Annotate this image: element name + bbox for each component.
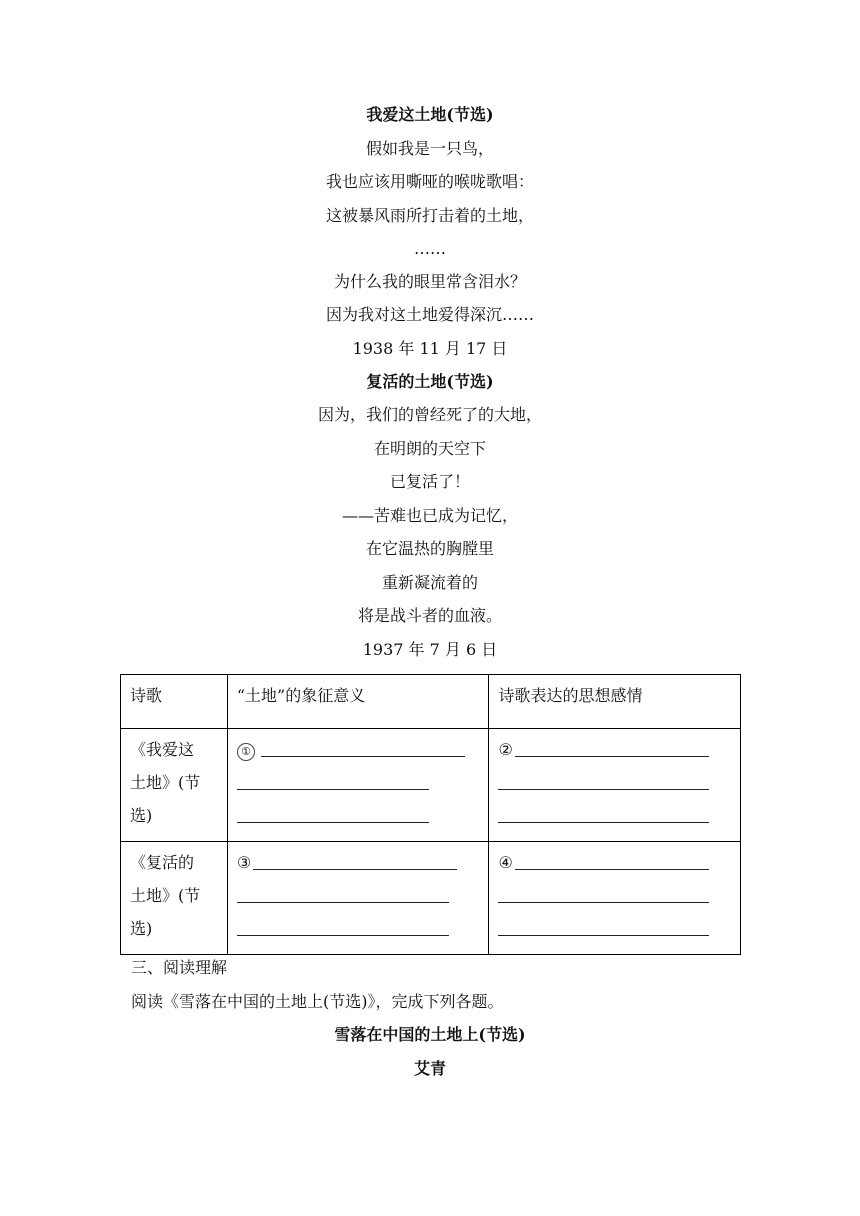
poem1-line: 因为我对这土地爱得深沉……: [325, 305, 534, 324]
poem2-line: 在明朗的天空下: [373, 439, 486, 458]
poem1-line: 这被暴风雨所打击着的土地，: [325, 206, 534, 225]
poem-name-line: 选): [130, 806, 153, 825]
poem2-line: 重新凝流着的: [381, 573, 478, 592]
poem-name-line: 土地》(节: [130, 773, 201, 792]
poem1-line: 假如我是一只鸟，: [365, 139, 494, 158]
answer-blank[interactable]: [498, 733, 731, 766]
poem-name-line: 《我爱这: [130, 740, 195, 759]
table-row: [121, 842, 741, 955]
answer-blank[interactable]: [237, 799, 480, 832]
circled-number: ④: [498, 846, 514, 879]
poem2-line: 已复活了！: [389, 472, 470, 491]
table-header-row: [121, 675, 741, 729]
header-cell: 诗歌表达的思想感情: [489, 675, 741, 729]
answer-blank[interactable]: [498, 799, 731, 832]
circled-number: ①: [237, 743, 255, 761]
poem-name-line: 《复活的: [130, 853, 195, 872]
answer-cell: [489, 729, 741, 842]
poem2-line: ——苦难也已成为记忆，: [341, 506, 518, 525]
poem-name-line: 土地》(节: [130, 886, 201, 905]
circled-number: ③: [237, 846, 253, 879]
poem1-date: 1938 年 11 月 17 日: [352, 339, 508, 358]
answer-table: [120, 674, 741, 955]
poem2-line: 因为，我们的曾经死了的大地，: [317, 405, 542, 424]
answer-blank[interactable]: [498, 912, 731, 945]
answer-blank[interactable]: [237, 733, 480, 766]
section-instruction: 阅读《雪落在中国的土地上(节选)》，完成下列各题。: [131, 992, 504, 1011]
poem2-date: 1937 年 7 月 6 日: [362, 640, 498, 659]
poem2-title: 复活的土地(节选): [366, 372, 494, 391]
reading-title: 雪落在中国的土地上(节选): [334, 1025, 526, 1044]
poem1-line: 我也应该用嘶哑的喉咙歌唱：: [325, 172, 534, 191]
answer-blank[interactable]: [498, 766, 731, 799]
poem2-line: 将是战斗者的血液。: [357, 606, 502, 625]
circled-number: ②: [498, 733, 514, 766]
reading-author: 艾青: [413, 1059, 446, 1078]
answer-cell: [489, 842, 741, 955]
answer-blank[interactable]: [498, 846, 731, 879]
answer-cell: [227, 729, 489, 842]
header-cell: 诗歌: [121, 675, 228, 729]
table-row: [121, 729, 741, 842]
answer-blank[interactable]: [237, 846, 480, 879]
poem1-line: 为什么我的眼里常含泪水？: [333, 272, 526, 291]
answer-blank[interactable]: [237, 879, 480, 912]
answer-blank[interactable]: [237, 766, 480, 799]
poem-name-cell: [121, 729, 228, 842]
poem-name-cell: [121, 842, 228, 955]
answer-cell: [227, 842, 489, 955]
poem2-line: 在它温热的胸膛里: [365, 539, 494, 558]
answer-blank[interactable]: [237, 912, 480, 945]
answer-blank[interactable]: [498, 879, 731, 912]
poem1-ellipsis: ……: [414, 239, 446, 258]
poem1-title: 我爱这土地(节选): [366, 105, 494, 124]
section-heading: 三、阅读理解: [131, 958, 228, 977]
header-cell: “土地”的象征意义: [227, 675, 489, 729]
poem-name-line: 选): [130, 919, 153, 938]
